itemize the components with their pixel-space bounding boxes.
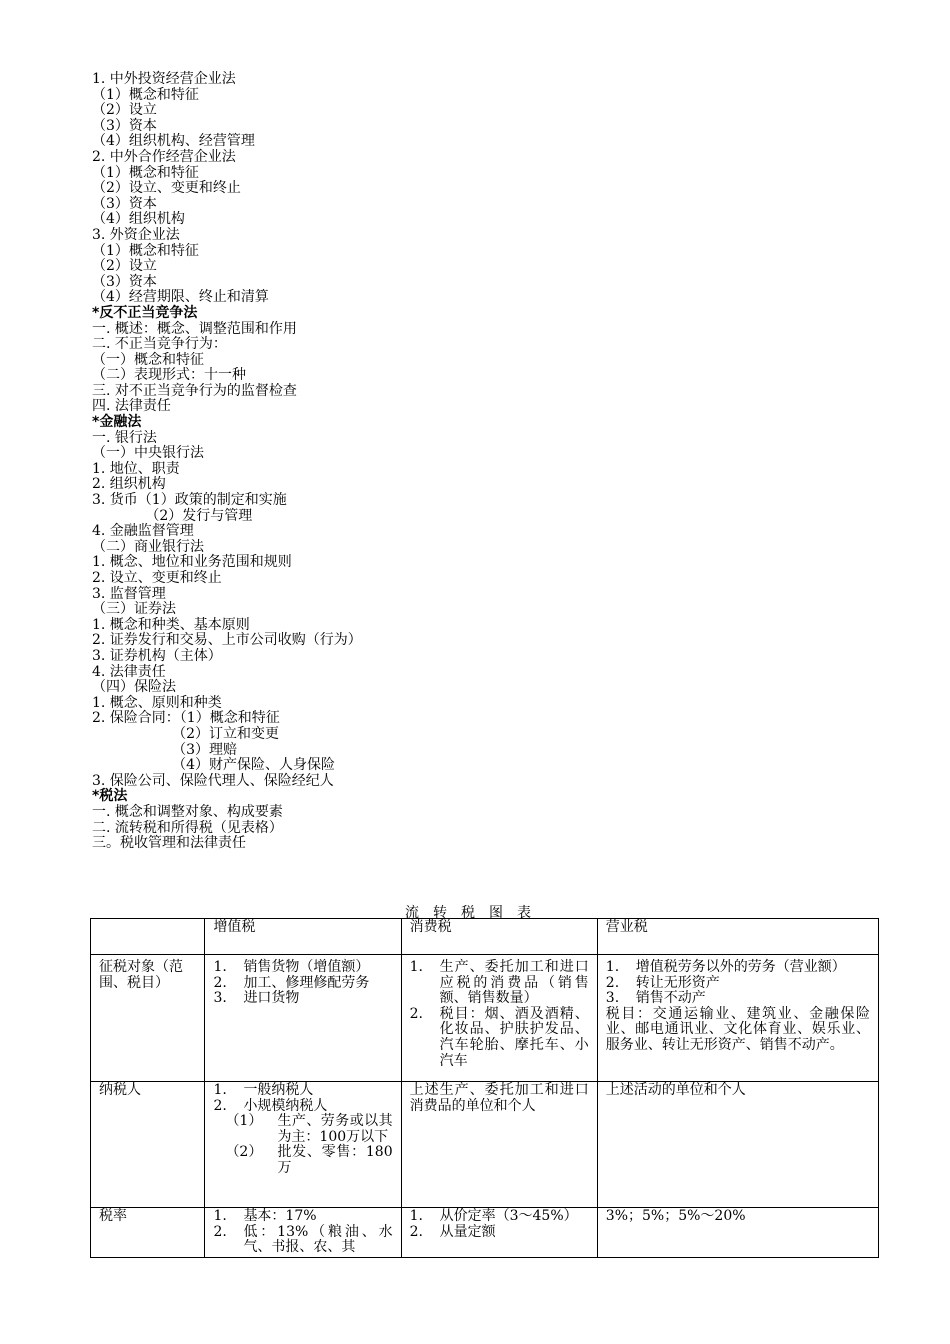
outline-line: 3. 货币（1）政策的制定和实施 [92, 492, 287, 509]
outline-line: （4）财产保险、人身保险 [92, 757, 336, 774]
outline-line: （1）概念和特征 [92, 242, 199, 259]
item-number: （2） [225, 1144, 263, 1161]
table-row [91, 1208, 879, 1258]
outline-line: 2. 中外合作经营企业法 [92, 148, 236, 165]
cell-list-item [606, 991, 870, 1007]
cell-sub-item [213, 1114, 392, 1145]
outline-line: 2. 保险合同：（1）概念和特征 [92, 710, 280, 727]
cell-list-item [606, 976, 870, 992]
outline-line: （4）经营期限、终止和清算 [92, 289, 269, 306]
item-text: 增值税劳务以外的劳务（营业额） [635, 959, 846, 975]
table-cell [401, 955, 597, 1082]
table-cell [401, 1082, 597, 1208]
cell-list-item [213, 960, 392, 976]
cell-list-item [213, 976, 392, 992]
table-cell [597, 1208, 878, 1258]
outline-line: 二. 流转税和所得税（见表格） [92, 819, 283, 836]
table-header-row [91, 919, 879, 955]
table-cell [597, 1082, 878, 1208]
outline-line: 3. 证券机构（主体） [92, 647, 222, 664]
outline-line: （4）组织机构 [92, 211, 185, 228]
outline-line: （2）设立、变更和终止 [92, 180, 241, 197]
outline-line: （四）保险法 [92, 679, 176, 696]
outline-line: （1）概念和特征 [92, 164, 199, 181]
item-text: 基本：17% [243, 1208, 317, 1224]
row-label: 征税对象（范围、税目） [91, 955, 205, 1082]
outline-line: 3. 保险公司、保险代理人、保险经纪人 [92, 772, 334, 789]
outline-line: 一. 银行法 [92, 429, 157, 446]
table-caption: 流转税图表 [405, 905, 545, 921]
item-text: 生产、劳务或以其为主：100万以下 [277, 1113, 393, 1145]
item-text: 销售货物（增值额） [243, 959, 370, 975]
outline-line: （3）资本 [92, 273, 157, 290]
outline-line: （3）资本 [92, 117, 157, 134]
table-cell [597, 955, 878, 1082]
item-text: 小规模纳税人 [243, 1097, 328, 1114]
item-number: 1. [409, 959, 423, 975]
row-label: 纳税人 [91, 1082, 205, 1208]
outline-line: 二. 不正当竞争行为： [92, 336, 227, 353]
outline-line: 1. 中外投资经营企业法 [92, 71, 236, 87]
item-text: 转让无形资产 [635, 974, 720, 991]
item-number: 3. [605, 990, 620, 1007]
cell-text: 上述生产、委托加工和进口消费品的单位和个人 [409, 1082, 589, 1114]
header-cell-consumption-tax: 消费税 [401, 919, 597, 955]
turnover-tax-table [90, 918, 879, 1258]
cell-list-item [410, 1225, 589, 1241]
cell-text: 上述活动的单位和个人 [605, 1082, 746, 1098]
table-cell [205, 955, 401, 1082]
outline-line: 3. 外资企业法 [92, 226, 180, 243]
cell-list-item [213, 1225, 392, 1256]
outline-line: 3. 监督管理 [92, 585, 166, 602]
outline-line: （2）设立 [92, 102, 157, 119]
outline-line: 2. 设立、变更和终止 [92, 570, 222, 586]
table-cell [401, 1208, 597, 1258]
outline-line: （2）设立 [92, 258, 157, 275]
item-text: 加工、修理修配劳务 [243, 974, 370, 991]
table-cell [205, 1208, 401, 1258]
section-heading: *反不正当竞争法 [92, 304, 198, 321]
cell-list-item [213, 1083, 392, 1099]
item-text: 从价定率（3～45%） [439, 1208, 578, 1224]
table-row [91, 1082, 879, 1208]
item-number: 1. [409, 1208, 423, 1224]
outline-line: （二）表现形式：十一种 [92, 367, 246, 384]
cell-list-item [410, 1209, 589, 1225]
outline-line: （3）理赔 [92, 741, 238, 758]
item-text: 销售不动产 [635, 990, 706, 1007]
item-number: 1. [213, 1082, 227, 1098]
outline-line: 三. 对不正当竞争行为的监督检查 [92, 382, 297, 399]
outline-line: （一）中央银行法 [92, 445, 204, 462]
outline-line: 四. 法律责任 [92, 398, 171, 415]
item-number: 1. [213, 959, 227, 975]
section-heading: *税法 [92, 788, 128, 805]
cell-list-item [606, 960, 870, 976]
outline-line: 三。税收管理和法律责任 [92, 835, 246, 852]
item-text: 从量定额 [439, 1223, 496, 1240]
outline-line: （二）商业银行法 [92, 538, 204, 555]
item-text: 批发、零售：180万 [277, 1144, 393, 1176]
item-text: 进口货物 [243, 990, 300, 1007]
outline-line: 一. 概述：概念、调整范围和作用 [92, 320, 297, 337]
item-text: 税目：烟、酒及酒精、化妆品、护肤护发品、汽车轮胎、摩托车、小汽车 [439, 1005, 589, 1069]
header-cell-business-tax: 营业税 [597, 919, 878, 955]
outline-line: （2）订立和变更 [92, 725, 280, 742]
cell-list-item [410, 1007, 589, 1069]
item-number: 2. [213, 1097, 227, 1114]
item-number: 1. [605, 959, 620, 975]
cell-text: 税目：交通运输业、建筑业、金融保险业、邮电通讯业、文化体育业、娱乐业、服务业、转让无形资产、销售不动产。 [605, 1005, 870, 1053]
item-number: 2. [409, 1005, 423, 1022]
item-number: 2. [605, 974, 620, 991]
item-number: 2. [213, 974, 227, 991]
header-cell-blank [91, 919, 205, 955]
item-number: （1） [225, 1113, 263, 1130]
item-text: 低：13%（粮油、水气、书报、农、其 [243, 1223, 393, 1256]
row-label: 税率 [91, 1208, 205, 1258]
outline-line: 4. 金融监督管理 [92, 523, 194, 540]
outline-line: 4. 法律责任 [92, 663, 166, 680]
cell-list-item [410, 960, 589, 1007]
item-number: 1. [213, 1208, 227, 1224]
outline-line: （4）组织机构、经营管理 [92, 133, 255, 150]
outline-line: （三）证券法 [92, 601, 176, 618]
item-number: 2. [409, 1223, 423, 1240]
table-cell [205, 1082, 401, 1208]
outline-line: 2. 证券发行和交易、上市公司收购（行为） [92, 632, 362, 649]
outline-line: 1. 概念、原则和种类 [92, 694, 222, 711]
table-row [91, 955, 879, 1082]
outline-line: 1. 概念和种类、基本原则 [92, 616, 250, 633]
outline-line: （1）概念和特征 [92, 86, 199, 103]
cell-text: 3%；5%；5%～20% [605, 1208, 746, 1224]
section-heading: *金融法 [92, 414, 142, 431]
cell-list-item [213, 1099, 392, 1115]
outline-line: （一）概念和特征 [92, 351, 204, 368]
item-number: 2. [213, 1223, 227, 1240]
item-text: 一般纳税人 [243, 1082, 314, 1098]
outline-line: （3）资本 [92, 195, 157, 212]
cell-sub-item [213, 1145, 392, 1176]
outline-line: 1. 概念、地位和业务范围和规则 [92, 554, 292, 571]
header-cell-vat: 增值税 [205, 919, 401, 955]
outline-list [92, 72, 852, 852]
item-number: 3. [213, 990, 227, 1007]
outline-line: 2. 组织机构 [92, 476, 166, 493]
cell-list-item [213, 991, 392, 1007]
outline-line: 1. 地位、职责 [92, 460, 180, 477]
outline-line: 一. 概念和调整对象、构成要素 [92, 803, 283, 820]
outline-line: （2）发行与管理 [92, 507, 253, 524]
item-text: 生产、委托加工和进口应税的消费品（销售额、销售数量） [439, 959, 589, 1007]
cell-list-item [213, 1209, 392, 1225]
